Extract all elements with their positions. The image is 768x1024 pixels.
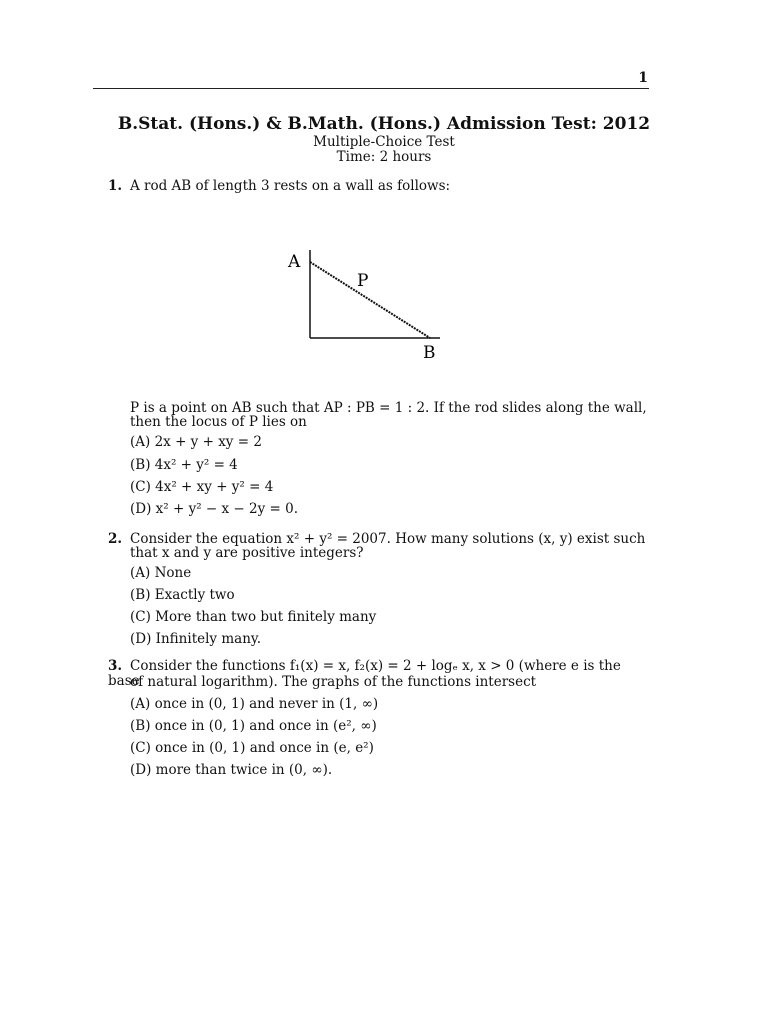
option-d: (D) x² + y² − x − 2y = 0.: [130, 501, 298, 517]
question-1-stem-line2: then the locus of P lies on: [130, 414, 307, 430]
question-2-line2: that x and y are positive integers?: [130, 545, 364, 561]
option-b: (B) 4x² + y² = 4: [130, 457, 238, 473]
question-number: 3.: [108, 658, 123, 674]
option-d: (D) more than twice in (0, ∞).: [130, 762, 333, 778]
option-c: (C) 4x² + xy + y² = 4: [130, 479, 274, 495]
question-number: 2.: [108, 531, 123, 547]
page-number: 1: [638, 70, 648, 86]
exam-time: Time: 2 hours: [336, 149, 432, 165]
question-1-stem-line1: P is a point on AB such that AP : PB = 1 : 2. If the rod slides along the wall,: [130, 400, 647, 416]
question-3-line2: of natural logarithm). The graphs of the functions intersect: [130, 674, 537, 690]
question-text: A rod AB of length 3 rests on a wall as follows:: [130, 178, 451, 194]
exam-title: B.Stat. (Hons.) & B.Math. (Hons.) Admission Test: 2012: [117, 114, 651, 134]
question-number: 1.: [108, 178, 123, 194]
option-a: (A) 2x + y + xy = 2: [130, 434, 262, 450]
rod-diagram: [280, 240, 460, 370]
label-p: P: [357, 271, 369, 291]
option-c: (C) once in (0, 1) and once in (e, e²): [130, 740, 374, 756]
option-b: (B) once in (0, 1) and once in (e², ∞): [130, 718, 377, 734]
option-a: (A) None: [130, 565, 192, 581]
option-d: (D) Infinitely many.: [130, 631, 262, 647]
question-text: Consider the equation x² + y² = 2007. How many solutions (x, y) exist such: [130, 531, 646, 547]
header-rule: [93, 88, 649, 89]
option-a: (A) once in (0, 1) and never in (1, ∞): [130, 696, 379, 712]
question-1: [108, 179, 648, 194]
option-b: (B) Exactly two: [130, 587, 235, 603]
rod-line: [310, 262, 430, 338]
question-text: Consider the functions f₁(x) = x, f₂(x) = 2 + logₑ x, x > 0 (where e is the base: [108, 658, 621, 689]
option-c: (C) More than two but finitely many: [130, 609, 377, 625]
label-b: B: [423, 343, 436, 363]
label-a: A: [288, 252, 301, 272]
exam-subtitle: Multiple-Choice Test: [313, 134, 455, 150]
